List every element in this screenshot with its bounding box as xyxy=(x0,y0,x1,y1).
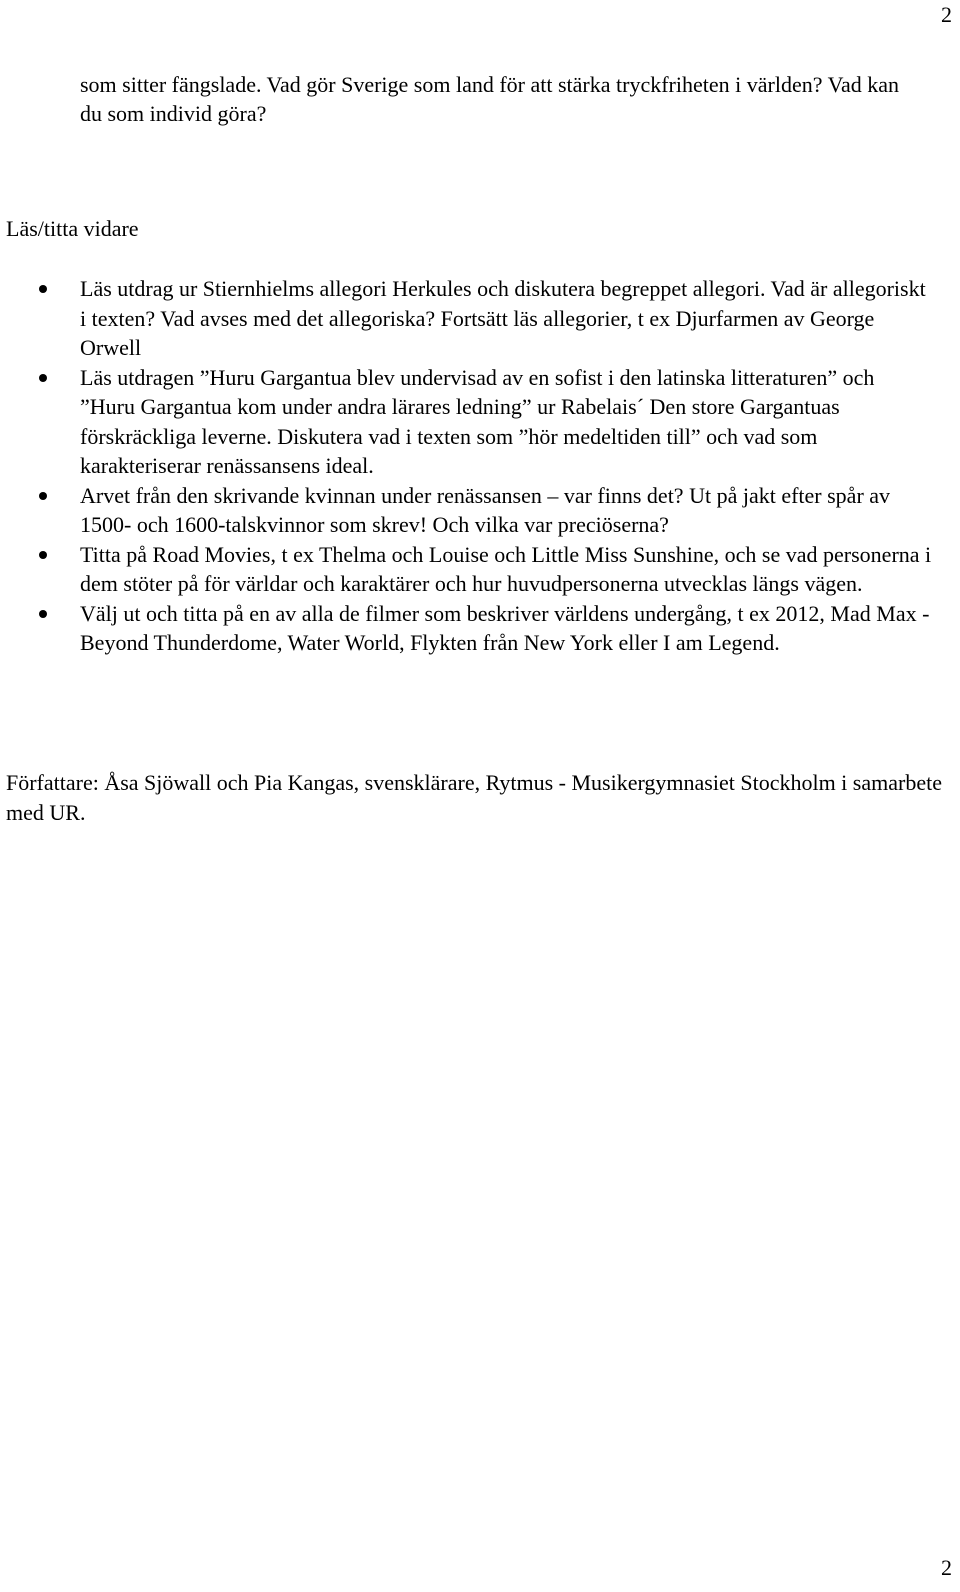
list-item-text: Arvet från den skrivande kvinnan under renässansen – var finns det? Ut på jakt efter spår av 1500- och 1600-talskvinnor som skrev! Och vilka var preciöserna? xyxy=(80,482,891,537)
bullet-icon xyxy=(39,285,47,293)
list-item-text: Titta på Road Movies, t ex Thelma och Louise och Little Miss Sunshine, och se vad personerna i dem stöter på för världar och karaktärer och hur huvudpersonerna utvecklas längs vägen. xyxy=(80,541,932,596)
reading-list xyxy=(0,274,960,658)
list-item-text: Läs utdrag ur Stiernhielms allegori Herkules och diskutera begreppet allegori. Vad är allegoriskt i texten? Vad avses med det allegoriska? Fortsätt läs allegorier, t ex Djurfarmen av George Orwell xyxy=(80,276,926,360)
page-number-bottom: 2 xyxy=(941,1555,952,1580)
bullet-icon xyxy=(39,551,47,559)
intro-paragraph: som sitter fängslade. Vad gör Sverige som land för att stärka tryckfriheten i världen? Vad kan du som individ göra? xyxy=(80,72,900,126)
author-credit: Författare: Åsa Sjöwall och Pia Kangas, svensklärare, Rytmus - Musikergymnasiet Stockholm i samarbete med UR. xyxy=(6,770,942,825)
bullet-icon xyxy=(39,374,47,382)
list-item xyxy=(0,540,960,599)
bullet-icon xyxy=(39,492,47,500)
list-item-text: Läs utdragen ”Huru Gargantua blev undervisad av en sofist i den latinska litteraturen” och ”Huru Gargantua kom under andra lärares ledning” ur Rabelais´ Den store Gargantuas förskräckliga leverne. Diskutera vad i texten som ”hör medeltiden till” och vad som karakteriserar renässansens ideal. xyxy=(80,364,875,478)
list-item xyxy=(0,599,960,658)
list-item xyxy=(0,363,960,481)
list-item xyxy=(0,274,960,363)
page-number-top: 2 xyxy=(941,2,952,27)
list-item xyxy=(0,481,960,540)
bullet-icon xyxy=(39,610,47,618)
section-heading: Läs/titta vidare xyxy=(6,216,139,241)
list-item-text: Välj ut och titta på en av alla de filmer som beskriver världens undergång, t ex 2012, Mad Max - Beyond Thunderdome, Water World, Flykten från New York eller I am Legend. xyxy=(80,600,930,655)
